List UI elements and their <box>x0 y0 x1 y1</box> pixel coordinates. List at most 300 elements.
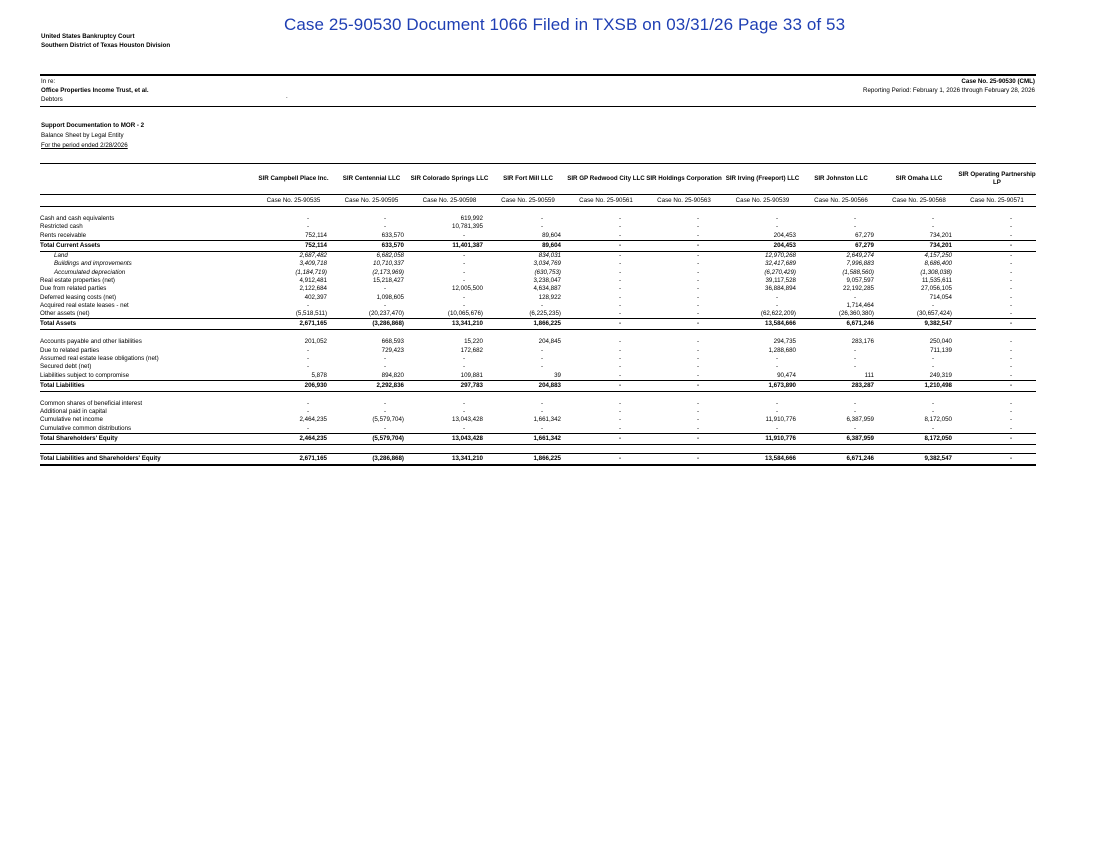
amount-cell: - <box>1009 363 1012 371</box>
amount-cell: - <box>306 301 309 309</box>
amount-cell: - <box>775 301 778 309</box>
amount-cell: 89,604 <box>489 240 567 251</box>
spacer-row <box>40 391 1036 400</box>
entity-case-number: Case No. 25-90598 <box>410 195 489 207</box>
table-row <box>40 347 1036 355</box>
amount-cell: 11,910,776 <box>723 433 802 444</box>
amount-cell: - <box>853 363 856 371</box>
amount-cell: - <box>462 363 465 371</box>
amount-cell: 9,382,547 <box>880 319 958 330</box>
amount-cell: - <box>540 355 543 362</box>
amount-cell: - <box>1009 371 1012 379</box>
amount-cell: - <box>723 425 802 434</box>
amount-cell: 6,387,959 <box>846 416 874 424</box>
amount-cell: - <box>540 301 543 309</box>
table-row <box>40 223 1036 231</box>
amount-cell: 1,714,464 <box>846 301 874 309</box>
amount-cell: - <box>958 425 1036 434</box>
document-period: For the period ended 2/28/2026 <box>41 142 128 149</box>
amount-cell: - <box>958 453 1036 465</box>
row-label: Common shares of beneficial interest <box>40 399 143 407</box>
row-label: Cash and cash equivalents <box>40 215 115 223</box>
row-label: Due to related parties <box>40 346 100 354</box>
row-label: Additional paid in capital <box>40 408 107 416</box>
amount-cell: - <box>696 416 699 424</box>
entity-case-number: Case No. 25-90571 <box>958 195 1036 207</box>
amount-cell: 15,220 <box>464 338 483 346</box>
entity-header: SIR Irving (Freeport) LLC <box>723 164 802 195</box>
amount-cell: - <box>1009 260 1012 268</box>
amount-cell: 109,881 <box>460 371 483 379</box>
amount-cell: - <box>462 231 465 239</box>
amount-cell: - <box>696 215 699 223</box>
amount-cell: 39 <box>554 371 561 379</box>
row-label: Total Liabilities and Shareholders' Equity <box>40 453 254 465</box>
amount-cell: 6,682,058 <box>376 252 404 260</box>
amount-cell: - <box>931 399 934 407</box>
amount-cell: - <box>645 319 723 330</box>
amount-cell: 67,279 <box>802 240 880 251</box>
amount-cell: - <box>618 363 621 371</box>
amount-cell: - <box>645 380 723 391</box>
row-label: Rents receivable <box>40 231 87 239</box>
amount-cell: - <box>567 240 645 251</box>
header-blank <box>40 195 254 207</box>
amount-cell: - <box>696 346 699 354</box>
amount-cell: - <box>306 346 309 354</box>
row-label: Deferred leasing costs (net) <box>40 293 117 301</box>
amount-cell: 729,423 <box>381 346 404 354</box>
row-label: Other assets (net) <box>40 310 90 318</box>
table-row <box>40 416 1036 424</box>
amount-cell: (62,622,209) <box>760 310 796 318</box>
amount-cell: - <box>853 399 856 407</box>
amount-cell: - <box>1009 231 1012 239</box>
row-label: Cumulative common distributions <box>40 425 254 434</box>
amount-cell: - <box>775 293 778 301</box>
amount-cell: - <box>696 301 699 309</box>
amount-cell: 3,238,047 <box>533 276 561 284</box>
entity-header: SIR GP Redwood City LLC <box>567 164 645 195</box>
entity-header: SIR Centennial LLC <box>333 164 410 195</box>
case-number: Case No. 25-90530 (CML) <box>961 78 1035 85</box>
amount-cell: 10,781,395 <box>452 223 483 231</box>
amount-cell: - <box>618 293 621 301</box>
table-row <box>40 363 1036 371</box>
amount-cell: - <box>383 301 386 309</box>
header-blank <box>40 164 254 195</box>
amount-cell: - <box>567 425 645 434</box>
table-row <box>40 277 1036 285</box>
amount-cell: (1,308,038) <box>920 268 952 276</box>
document-title: Support Documentation to MOR - 2 <box>41 122 145 129</box>
amount-cell: - <box>645 433 723 444</box>
amount-cell: 13,584,666 <box>723 319 802 330</box>
caption-top-rule <box>40 74 1036 76</box>
amount-cell: - <box>618 268 621 276</box>
amount-cell: - <box>1009 223 1012 231</box>
amount-cell: 15,218,427 <box>373 276 404 284</box>
amount-cell: - <box>931 301 934 309</box>
amount-cell: 11,535,611 <box>921 276 952 284</box>
amount-cell: 1,288,680 <box>768 346 796 354</box>
amount-cell: - <box>540 399 543 407</box>
amount-cell: 204,453 <box>723 240 802 251</box>
amount-cell: - <box>645 425 723 434</box>
amount-cell: - <box>696 285 699 293</box>
amount-cell: 13,584,666 <box>723 453 802 465</box>
amount-cell: 1,098,605 <box>376 293 404 301</box>
amount-cell: - <box>1009 285 1012 293</box>
amount-cell: - <box>696 260 699 268</box>
amount-cell: - <box>696 363 699 371</box>
amount-cell: 22,192,285 <box>843 285 874 293</box>
amount-cell: - <box>958 240 1036 251</box>
amount-cell: 752,114 <box>254 240 333 251</box>
court-division: Southern District of Texas Houston Division <box>41 42 171 49</box>
amount-cell: - <box>254 425 333 434</box>
amount-cell: - <box>958 380 1036 391</box>
amount-cell: 2,292,836 <box>333 380 410 391</box>
amount-cell: - <box>1009 215 1012 223</box>
amount-cell: - <box>618 301 621 309</box>
amount-cell: - <box>306 399 309 407</box>
row-label: Accounts payable and other liabilities <box>40 338 142 346</box>
amount-cell: 4,912,481 <box>299 276 327 284</box>
amount-cell: - <box>931 355 934 362</box>
amount-cell: - <box>306 355 309 362</box>
table-row <box>40 400 1036 408</box>
row-label: Total Liabilities <box>40 380 254 391</box>
amount-cell: - <box>1009 301 1012 309</box>
amount-cell: - <box>802 425 880 434</box>
case-number-row <box>40 195 1036 207</box>
amount-cell: 8,686,400 <box>924 260 952 268</box>
row-label: Cumulative net income <box>40 416 103 424</box>
balance-sheet-body <box>40 207 1036 465</box>
amount-cell: 13,341,210 <box>410 453 489 465</box>
amount-cell: - <box>696 223 699 231</box>
entity-header: SIR Operating Partnership LP <box>958 164 1036 195</box>
entity-case-number: Case No. 25-90535 <box>254 195 333 207</box>
amount-cell: - <box>853 223 856 231</box>
spacer-row <box>40 207 1036 216</box>
amount-cell: (5,579,704) <box>372 416 404 424</box>
amount-cell: 834,031 <box>538 252 561 260</box>
amount-cell: - <box>775 363 778 371</box>
spacer-cell <box>40 207 1036 216</box>
amount-cell: - <box>489 425 567 434</box>
amount-cell: - <box>618 252 621 260</box>
amount-cell: - <box>696 355 699 362</box>
table-row <box>40 293 1036 301</box>
table-row <box>40 408 1036 416</box>
amount-cell: 402,397 <box>304 293 327 301</box>
amount-cell: - <box>462 355 465 362</box>
amount-cell: - <box>931 215 934 223</box>
amount-cell: 619,992 <box>460 215 483 223</box>
row-label: Secured debt (net) <box>40 363 92 371</box>
amount-cell: (6,225,235) <box>529 310 561 318</box>
amount-cell: 1,661,342 <box>533 416 561 424</box>
amount-cell: 734,201 <box>929 231 952 239</box>
amount-cell: 13,341,210 <box>410 319 489 330</box>
amount-cell: - <box>333 425 410 434</box>
amount-cell: - <box>462 260 465 268</box>
amount-cell: 714,054 <box>929 293 952 301</box>
amount-cell: 67,279 <box>855 231 874 239</box>
total-row <box>40 380 1036 391</box>
amount-cell: - <box>383 355 386 362</box>
amount-cell: - <box>618 371 621 379</box>
amount-cell: - <box>618 231 621 239</box>
amount-cell: 32,417,689 <box>765 260 796 268</box>
amount-cell: - <box>645 240 723 251</box>
entity-header: SIR Omaha LLC <box>880 164 958 195</box>
table-row <box>40 215 1036 223</box>
amount-cell: 1,866,225 <box>489 319 567 330</box>
table-row <box>40 251 1036 260</box>
table-row <box>40 268 1036 276</box>
amount-cell: - <box>618 285 621 293</box>
amount-cell: 2,687,482 <box>299 252 327 260</box>
table-row <box>40 232 1036 241</box>
amount-cell: 249,319 <box>929 371 952 379</box>
amount-cell: - <box>383 223 386 231</box>
amount-cell: 1,673,890 <box>723 380 802 391</box>
spacer-cell <box>40 330 1036 339</box>
amount-cell: - <box>696 252 699 260</box>
amount-cell: 2,671,165 <box>254 319 333 330</box>
amount-cell: - <box>775 355 778 362</box>
amount-cell: - <box>567 453 645 465</box>
table-row <box>40 310 1036 319</box>
amount-cell: (630,753) <box>534 268 561 276</box>
amount-cell: - <box>645 453 723 465</box>
amount-cell: 27,056,105 <box>921 285 952 293</box>
amount-cell: (10,065,676) <box>447 310 483 318</box>
amount-cell: 3,409,718 <box>299 260 327 268</box>
document-subtitle: Balance Sheet by Legal Entity <box>41 132 124 139</box>
amount-cell: 10,710,337 <box>373 260 404 268</box>
amount-cell: - <box>958 433 1036 444</box>
row-label: Land <box>54 252 68 260</box>
amount-cell: - <box>618 276 621 284</box>
entity-case-number: Case No. 25-90561 <box>567 195 645 207</box>
amount-cell: 3,034,769 <box>533 260 561 268</box>
row-label: Acquired real estate leases - net <box>40 301 129 309</box>
row-label: Due from related parties <box>40 285 107 293</box>
amount-cell: (20,237,470) <box>368 310 404 318</box>
amount-cell: - <box>1009 252 1012 260</box>
amount-cell: 6,671,246 <box>802 319 880 330</box>
amount-cell: 7,996,883 <box>846 260 874 268</box>
amount-cell: 2,464,235 <box>254 433 333 444</box>
amount-cell: - <box>1009 276 1012 284</box>
amount-cell: - <box>462 252 465 260</box>
amount-cell: 6,671,246 <box>802 453 880 465</box>
amount-cell: 89,604 <box>542 231 561 239</box>
row-label: Real estate properties (net) <box>40 276 115 284</box>
amount-cell: - <box>853 215 856 223</box>
amount-cell: - <box>1009 268 1012 276</box>
amount-cell: 711,139 <box>930 346 952 354</box>
amount-cell: - <box>567 433 645 444</box>
amount-cell: - <box>880 425 958 434</box>
amount-cell: 894,820 <box>381 371 404 379</box>
spacer-cell <box>40 391 1036 400</box>
entity-header: SIR Holdings Corporation <box>645 164 723 195</box>
amount-cell: - <box>462 276 465 284</box>
amount-cell: 201,052 <box>304 338 327 346</box>
amount-cell: (6,270,429) <box>764 268 796 276</box>
debtors-label: Debtors <box>41 96 63 103</box>
amount-cell: 297,783 <box>410 380 489 391</box>
spacer-row <box>40 444 1036 453</box>
amount-cell: 2,671,165 <box>254 453 333 465</box>
amount-cell: 90,474 <box>777 371 796 379</box>
amount-cell: (26,360,380) <box>838 310 874 318</box>
total-row <box>40 240 1036 251</box>
amount-cell: - <box>1009 416 1012 424</box>
amount-cell: - <box>462 408 465 416</box>
amount-cell: - <box>696 399 699 407</box>
table-row <box>40 371 1036 380</box>
table-row <box>40 302 1036 310</box>
amount-cell: - <box>618 215 621 223</box>
amount-cell: 128,922 <box>538 293 561 301</box>
amount-cell: 1,866,225 <box>489 453 567 465</box>
amount-cell: - <box>853 293 856 301</box>
entity-header-row <box>40 164 1036 195</box>
amount-cell: - <box>618 399 621 407</box>
amount-cell: - <box>540 408 543 416</box>
amount-cell: - <box>958 319 1036 330</box>
entity-header: SIR Campbell Place Inc. <box>254 164 333 195</box>
spacer-row <box>40 330 1036 339</box>
amount-cell: 668,593 <box>381 338 404 346</box>
row-label: Assumed real estate lease obligations (net) <box>40 355 159 362</box>
amount-cell: 6,387,959 <box>802 433 880 444</box>
amount-cell: - <box>931 363 934 371</box>
row-label: Total Shareholders' Equity <box>40 433 254 444</box>
court-filing-stamp: Case 25-90530 Document 1066 Filed in TXSB on 03/31/26 Page 33 of 53 <box>284 15 846 34</box>
amount-cell: - <box>618 223 621 231</box>
amount-cell: 204,883 <box>489 380 567 391</box>
amount-cell: (1,588,560) <box>842 268 874 276</box>
entity-case-number: Case No. 25-90568 <box>880 195 958 207</box>
amount-cell: 13,043,428 <box>410 433 489 444</box>
balance-sheet-table <box>40 163 1036 466</box>
amount-cell: - <box>775 223 778 231</box>
amount-cell: - <box>618 346 621 354</box>
amount-cell: - <box>383 399 386 407</box>
amount-cell: 39,117,528 <box>765 276 796 284</box>
total-row <box>40 433 1036 444</box>
amount-cell: - <box>1009 310 1012 318</box>
amount-cell: 9,382,547 <box>880 453 958 465</box>
amount-cell: - <box>306 223 309 231</box>
amount-cell: - <box>618 310 621 318</box>
entity-header: SIR Colorado Springs LLC <box>410 164 489 195</box>
amount-cell: - <box>1009 355 1012 362</box>
in-re-label: In re: <box>41 78 56 85</box>
amount-cell: 8,172,050 <box>880 433 958 444</box>
amount-cell: - <box>383 215 386 223</box>
amount-cell: - <box>383 285 386 293</box>
amount-cell: - <box>462 301 465 309</box>
amount-cell: - <box>618 408 621 416</box>
entity-case-number: Case No. 25-90566 <box>802 195 880 207</box>
amount-cell: 2,649,274 <box>846 252 874 260</box>
amount-cell: 633,570 <box>381 231 404 239</box>
row-label: Accumulated depreciation <box>54 268 126 276</box>
amount-cell: (3,286,868) <box>333 453 410 465</box>
amount-cell: - <box>696 338 699 346</box>
amount-cell: - <box>696 310 699 318</box>
amount-cell: 36,884,894 <box>765 285 796 293</box>
entity-header: SIR Fort Mill LLC <box>489 164 567 195</box>
amount-cell: - <box>775 399 778 407</box>
amount-cell: - <box>1009 399 1012 407</box>
amount-cell: 752,114 <box>305 231 327 239</box>
row-label: Total Assets <box>40 319 254 330</box>
amount-cell: - <box>410 425 489 434</box>
amount-cell: (2,173,969) <box>372 268 404 276</box>
amount-cell: - <box>931 223 934 231</box>
amount-cell: 250,040 <box>929 338 952 346</box>
court-name: United States Bankruptcy Court <box>41 33 135 40</box>
amount-cell: 172,682 <box>460 346 483 354</box>
amount-cell: 111 <box>864 371 874 379</box>
amount-cell: - <box>618 260 621 268</box>
row-label: Buildings and improvements <box>54 260 132 268</box>
amount-cell: (5,518,511) <box>295 310 327 318</box>
amount-cell: - <box>540 363 543 371</box>
table-row <box>40 260 1036 268</box>
amount-cell: - <box>696 408 699 416</box>
amount-cell: - <box>540 215 543 223</box>
amount-cell: 734,201 <box>880 240 958 251</box>
total-row <box>40 453 1036 465</box>
caption-bottom-rule <box>40 106 1036 107</box>
amount-cell: 1,210,498 <box>880 380 958 391</box>
amount-cell: - <box>1009 338 1012 346</box>
spacer-cell <box>40 444 1036 453</box>
table-row <box>40 355 1036 363</box>
amount-cell: (5,579,704) <box>333 433 410 444</box>
amount-cell: - <box>853 408 856 416</box>
row-label: Total Current Assets <box>40 240 254 251</box>
table-row <box>40 338 1036 346</box>
entity-case-number: Case No. 25-90539 <box>723 195 802 207</box>
amount-cell: 283,176 <box>851 338 874 346</box>
amount-cell: - <box>1009 346 1012 354</box>
amount-cell: (30,657,424) <box>916 310 952 318</box>
amount-cell: 2,122,684 <box>299 285 327 293</box>
amount-cell: - <box>618 355 621 362</box>
amount-cell: 204,845 <box>538 338 561 346</box>
amount-cell: - <box>696 293 699 301</box>
amount-cell: - <box>462 399 465 407</box>
amount-cell: - <box>567 380 645 391</box>
amount-cell: - <box>618 338 621 346</box>
amount-cell: - <box>540 346 543 354</box>
amount-cell: 11,910,776 <box>765 416 796 424</box>
amount-cell: (3,286,868) <box>333 319 410 330</box>
row-label: Restricted cash <box>40 223 83 231</box>
amount-cell: 4,634,887 <box>533 285 561 293</box>
